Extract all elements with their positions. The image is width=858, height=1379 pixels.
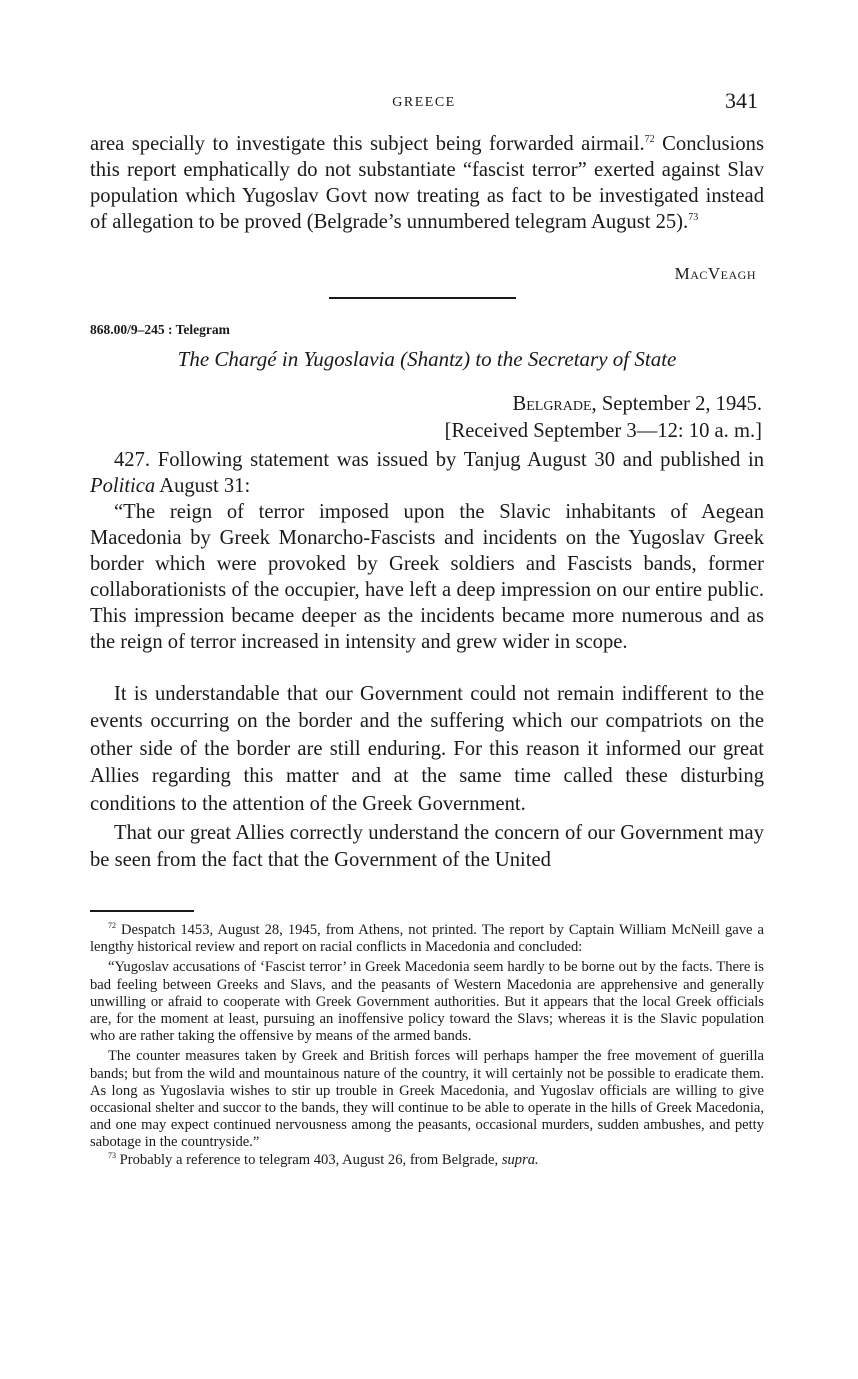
signature: MacVeagh: [674, 264, 756, 283]
footnote-72: $^{72}$ Despatch 1453, August 28, 1945, from Athens, not printed. The report by Captain William McNeill gave a lengthy historical review and report on racial conflicts in Macedonia and concluded:: [90, 921, 764, 956]
running-head: [90, 88, 758, 120]
paragraph-3: It is understandable that our Government could not remain indifferent to the events occurring on the border and the suffering which our compatriots on the other side of the border are still enduring. For this reason it informed our great Allies regarding this matter and at the same time called these disturbing conditions to the attention of the Greek Government.: [90, 683, 764, 815]
continuation-text: area specially to investigate this subject being forwarded airmail.$^{72}$ Conclusions this report emphatically do not substantiate “fascist terror” exerted against Slav population which Yugoslav Govt now treating as fact to be investigated instead of allegation to be proved (Belgrade’s unnumbered telegram August 25).$^{73}$: [90, 133, 764, 233]
footnote-72-quote-2: The counter measures taken by Greek and British forces will perhaps hamper the free movement of guerilla bands; but from the wild and mountainous nature of the country, it will certainly not be possible to eradicate them. As long as Yugoslavia wishes to stir up trouble in Greek Macedonia, and Yugoslav officials are willing to give occasional shelter and succor to the bands, they will continue to be able to operate in the hills of Greek Macedonia, and one may expect continued nervousness among the peasants, occasional murders, sudden ambushes, and petty sabotage in the countryside.”: [90, 1048, 764, 1151]
date-line: [445, 391, 762, 418]
footnote-ref-72: 72: [644, 134, 655, 145]
footnote-72-quote-1: “Yugoslav accusations of ‘Fascist terror’ in Greek Macedonia seem hardly to be borne out by the facts. There is bad feeling between Greeks and Slavs, and the peasants of Western Macedonia are apprehensive and generally unwilling or afraid to cooperate with Greek Government authorities. But it appears that the local Greek officials are, for the moment at least, pursuing an inoffensive policy toward the Slavs; whereas it is the Slavic population who are rather taking the offensive by means of the armed bands.: [90, 959, 764, 1045]
telegram-body-continued: [90, 681, 764, 875]
dateline: [445, 391, 762, 445]
page-number: 341: [725, 88, 758, 113]
paragraph-4: That our great Allies correctly understand the concern of our Government may be seen from the fact that the Government of the United: [90, 822, 764, 872]
place: Belgrade,: [512, 393, 597, 415]
document-heading: The Chargé in Yugoslavia (Shantz) to the Secretary of State: [177, 347, 677, 371]
telegram-body: [90, 447, 764, 655]
footnote-73: $^{73}$ Probably a reference to telegram 403, August 26, from Belgrade, supra.: [108, 1150, 539, 1168]
date: September 2, 1945.: [596, 393, 762, 415]
footnote-ref-73: 73: [688, 212, 699, 223]
section-divider: [329, 297, 516, 299]
running-title: GREECE: [392, 95, 456, 110]
paragraph-1: 427. Following statement was issued by Tanjug August 30 and published in Politica August 31:: [90, 449, 764, 497]
received-line: [Received September 3—12: 10 a. m.]: [444, 420, 762, 442]
continuation-paragraph: [90, 131, 764, 235]
paragraph-2: “The reign of terror imposed upon the Slavic inhabitants of Aegean Macedonia by Greek Monarcho-Fascists and incidents on the Yugoslav Greek border which were provoked by Greek soldiers and Fascists bands, former collaborationists of the occupier, have left a deep impression on our entire public. This impression became deeper as the incidents became more numerous and as the reign of terror increased in intensity and grew wider in scope.: [90, 501, 764, 653]
footnote-divider: [90, 910, 194, 912]
footnotes: [90, 922, 764, 1169]
file-number: 868.00/9–245 : Telegram: [90, 322, 230, 337]
